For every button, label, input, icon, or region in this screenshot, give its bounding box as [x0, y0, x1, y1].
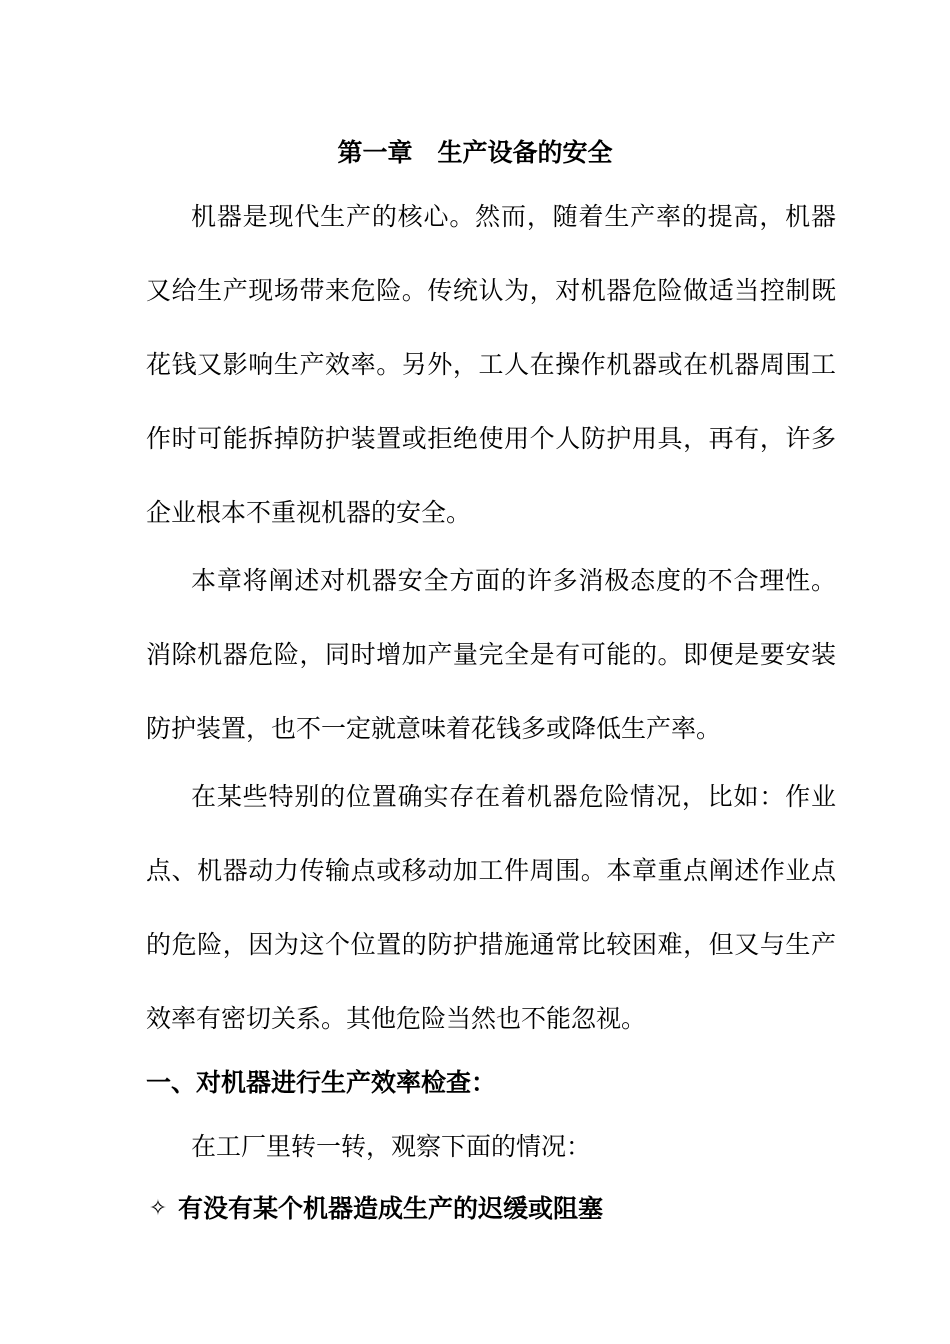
diamond-star-icon: ✧	[148, 1196, 168, 1221]
bullet-text: 有没有某个机器造成生产的迟缓或阻塞	[178, 1194, 604, 1223]
paragraph-1: 机器是现代生产的核心。然而，随着生产率的提高，机器又给生产现场带来危险。传统认为，对机器危险做适当控制既花钱又影响生产效率。另外，工人在操作机器或在机器周围工作时可能拆掉防护装置或拒绝使用个人防护用具，再有，许多企业根本不重视机器的安全。	[146, 202, 836, 527]
paragraph-3: 在某些特别的位置确实存在着机器危险情况，比如：作业点、机器动力传输点或移动加工件周围。本章重点阐述作业点的危险，因为这个位置的防护措施通常比较困难，但又与生产效率有密切关系。其他危险当然也不能忽视。	[146, 782, 836, 1033]
bullet-item	[146, 1192, 836, 1226]
section-heading: 一、对机器进行生产效率检查：	[146, 1068, 497, 1097]
paragraph-2: 本章将阐述对机器安全方面的许多消极态度的不合理性。消除机器危险，同时增加产量完全是有可能的。即便是要安装防护装置，也不一定就意味着花钱多或降低生产率。	[146, 566, 836, 743]
chapter-title: 第一章 生产设备的安全	[337, 138, 613, 167]
intro-line: 在工厂里转一转，观察下面的情况：	[191, 1132, 592, 1161]
